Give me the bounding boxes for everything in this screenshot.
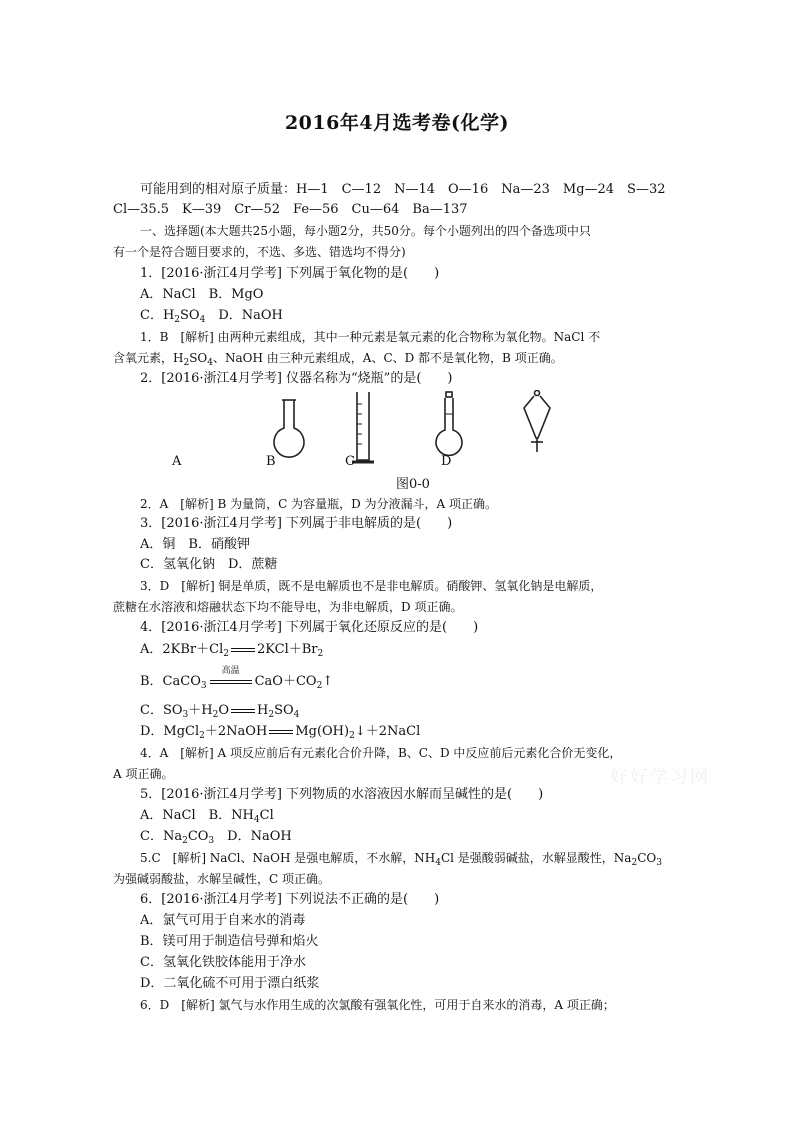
q4-option-d: D．MgCl$_2$＋2NaOH $Mg(OH)_2↓+2NaCl$ (140, 724, 421, 741)
page-title: 2016年4月选考卷(化学) (284, 112, 510, 134)
watermark: 好好学习网 (610, 767, 710, 788)
graduated-cylinder-icon (352, 392, 374, 462)
figure-label-c: C (345, 454, 355, 469)
q4-stem: 4．[2016·浙江4月学考] 下列属于氧化还原反应的是( ) (140, 620, 479, 635)
q3-answer-1: 3．D [解析] 铜是单质，既不是电解质也不是非电解质。硝酸钾、氢氧化钠是电解质， (140, 579, 603, 593)
reaction-condition: 高温 (210, 672, 252, 692)
figure-label-b: B (266, 454, 276, 469)
q4-option-c: C．$SO_3+H_2O$ $H_2SO_4$ (140, 703, 300, 720)
q2-stem: 2．[2016·浙江4月学考] 仪器名称为“烧瓶”的是( ) (140, 371, 453, 386)
q4-option-a: A．$2KBr+Cl_2$ $2KCl+Br_2$ (140, 642, 324, 659)
section-instructions-1: 一、选择题(本大题共25小题，每小题2分，共50分。每个小题列出的四个备选项中只 (140, 224, 591, 238)
q3-options-ab: A．铜 B．硝酸钾 (140, 537, 250, 552)
q2-answer: 2．A [解析] B 为量筒，C 为容量瓶，D 为分液漏斗，A 项正确。 (140, 497, 498, 511)
atomic-mass-line-1: 可能用到的相对原子质量：H—1 C—12 N—14 O—16 Na—23 Mg—24 S—32 (140, 182, 666, 197)
q6-option-a: A．氯气可用于自来水的消毒 (140, 913, 306, 928)
volumetric-flask-icon (436, 392, 462, 455)
section-instructions-2: 有一个是符合题目要求的，不选、多选、错选均不得分) (113, 245, 406, 259)
q3-options-cd: C．氢氧化钠 D．蔗糖 (140, 557, 278, 572)
figure-caption: 图0-0 (396, 477, 430, 492)
q5-answer-2: 为强碱弱酸盐，水解呈碱性，C 项正确。 (113, 872, 330, 886)
q5-options-ab: A．NaCl B．$NH_4Cl$ (140, 808, 274, 825)
q6-option-d: D．二氧化硫不可用于漂白纸浆 (140, 976, 320, 991)
q6-answer-1: 6．D [解析] 氯气与水作用生成的次氯酸有强氧化性，可用于自来水的消毒，A 项正确； (140, 998, 615, 1012)
atomic-mass-line-2: Cl—35.5 K—39 Cr—52 Fe—56 Cu—64 Ba—137 (113, 202, 468, 217)
q5-stem: 5．[2016·浙江4月学考] 下列物质的水溶液因水解而呈碱性的是( ) (140, 787, 544, 802)
round-bottom-flask-icon (274, 400, 304, 457)
figure-label-a: A (172, 454, 182, 469)
q3-answer-2: 蔗糖在水溶液和熔融状态下均不能导电，为非电解质，D 项正确。 (113, 600, 463, 614)
q1-stem: 1．[2016·浙江4月学考] 下列属于氧化物的是( ) (140, 266, 440, 281)
separatory-funnel-icon (524, 391, 550, 453)
q6-stem: 6．[2016·浙江4月学考] 下列说法不正确的是( ) (140, 892, 440, 907)
glassware-figure (160, 390, 580, 470)
q1-options-cd: C．$H_2SO_4$ D．NaOH (140, 308, 283, 325)
q6-option-c: C．氢氧化铁胶体能用于净水 (140, 955, 306, 970)
q5-answer-1: 5.C [解析] NaCl、NaOH 是强电解质，不水解，$NH_4Cl$ 是强酸弱碱盐，水解显酸性，$Na_2CO_3$ (140, 851, 662, 868)
q4-option-b: B．CaCO$_3$ 高温 $CaO+CO_2↑$ (140, 666, 334, 691)
q6-option-b: B．镁可用于制造信号弹和焰火 (140, 934, 319, 949)
q3-stem: 3．[2016·浙江4月学考] 下列属于非电解质的是( ) (140, 516, 453, 531)
q1-answer-1: 1．B [解析] 由两种元素组成，其中一种元素是氧元素的化合物称为氧化物。NaCl 不 (140, 330, 601, 344)
q4-answer-2: A 项正确。 (113, 767, 174, 781)
equals-sign (231, 648, 255, 652)
q4-answer-1: 4．A [解析] A 项反应前后有元素化合价升降，B、C、D 中反应前后元素化合价无变化， (140, 746, 622, 760)
q1-options-ab: A．NaCl B．MgO (140, 287, 264, 302)
q5-options-cd: C．$Na_2CO_3$ D．NaOH (140, 829, 292, 846)
q1-answer-2: 含氧元素，$H_2SO_4$、NaOH 由三种元素组成，A、C、D 都不是氧化物，B 项正确。 (113, 351, 563, 368)
figure-label-d: D (441, 454, 452, 469)
